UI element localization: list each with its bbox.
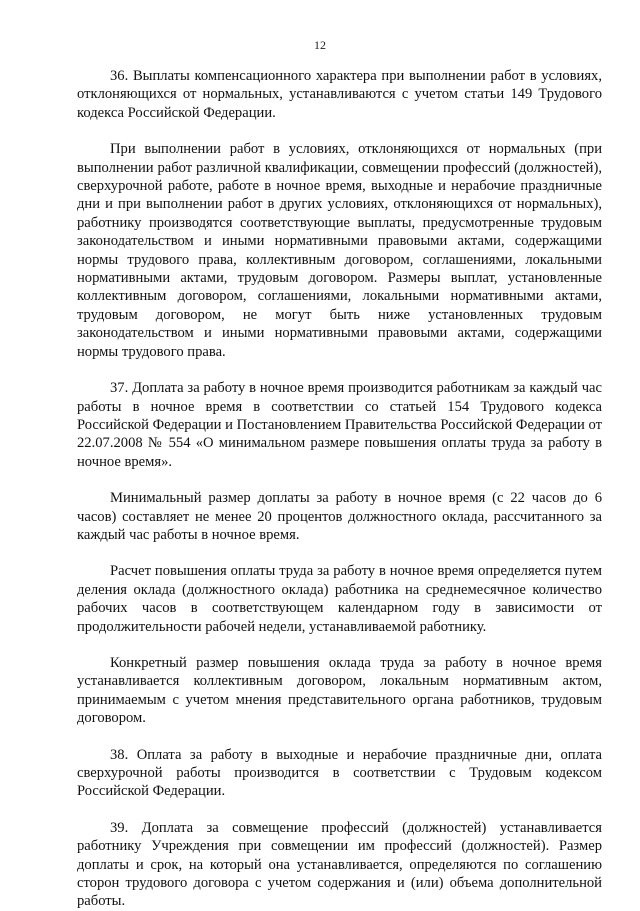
paragraph-36: 36. Выплаты компенсационного характера при выполнении работ в условиях, отклоняющихся от нормальных, устанавливаются с учетом статьи 149 Трудового кодекса Российской Федерации.	[77, 68, 602, 121]
paragraph-38: 38. Оплата за работу в выходные и нерабочие праздничные дни, оплата сверхурочной работы производится в соответствии с Трудовым кодексом Российской Федерации.	[77, 746, 602, 800]
paragraph-37-calculation: Расчет повышения оплаты труда за работу в ночное время определяется путем деления оклада (должностного оклада) работника на среднемесячное количество рабочих часов в соответствующем календарном году в зависимости от продолжительности рабочей недели, устанавливаемой работнику.	[77, 563, 602, 635]
paragraph-37: 37. Доплата за работу в ночное время производится работникам за каждый час работы в ночное время в соответствии со статьей 154 Трудового кодекса Российской Федерации и Постановлением Правительства Российской Федерации от 22.07.2008 № 554 «О минимальном размере повышения оплаты труда за работу в ночное время».	[77, 380, 602, 470]
paragraph-37-specific-size: Конкретный размер повышения оклада труда за работу в ночное время устанавливается коллективным договором, локальным нормативным актом, принимаемым с учетом мнения представительного органа работников, трудовым договором.	[77, 654, 602, 727]
page-number: 12	[314, 38, 326, 52]
paragraph-36-details: При выполнении работ в условиях, отклоняющихся от нормальных (при выполнении работ различной квалификации, совмещении профессий (должностей), сверхурочной работе, работе в ночное время, выходные и нерабочие праздничные дни и при выполнении работ в других условиях, отклоняющихся от нормальных), работнику производятся соответствующие выплаты, предусмотренные трудовым законодательством и иными нормативными правовыми актами, содержащими нормы трудового права, коллективным договором, соглашениями, локальными нормативными актами, трудовым договором. Размеры выплат, установленные коллективным договором, соглашениями, локальными нормативными актами, трудовым договором, не могут быть ниже установленных трудовым законодательством и иными нормативными правовыми актами, содержащими нормы трудового права.	[77, 141, 602, 360]
paragraph-37-minimum: Минимальный размер доплаты за работу в ночное время (с 22 часов до 6 часов) составляет не менее 20 процентов должностного оклада, рассчитанного за каждый час работы в ночное время.	[77, 490, 602, 543]
paragraph-39: 39. Доплата за совмещение профессий (должностей) устанавливается работнику Учреждения при совмещении им профессий (должностей). Размер доплаты и срок, на который она устанавливается, определяются по соглашению сторон трудового договора с учетом содержания и (или) объема дополнительной работы.	[77, 819, 602, 910]
document-body	[77, 67, 602, 911]
